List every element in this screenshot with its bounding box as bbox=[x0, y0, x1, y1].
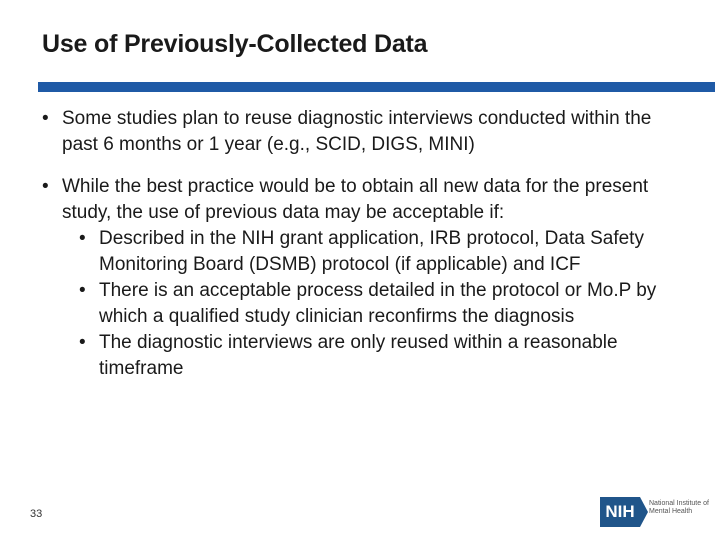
sub-bullet-item: • Described in the NIH grant application, IRB protocol, Data Safety Monitoring Board (DSMB) protocol (if applicable) and ICF bbox=[77, 226, 690, 278]
institute-name: National Institute of Mental Health bbox=[649, 500, 709, 515]
nimh-logo bbox=[600, 497, 710, 527]
nih-logo-mark: NIH bbox=[600, 497, 640, 527]
sub-bullet-item: • There is an acceptable process detailed in the protocol or Mo.P by which a qualified study clinician reconfirms the diagnosis bbox=[77, 278, 690, 330]
slide-title: Use of Previously-Collected Data bbox=[42, 30, 428, 58]
title-divider bbox=[38, 82, 715, 92]
page-number: 33 bbox=[30, 508, 43, 520]
slide-body bbox=[40, 106, 690, 382]
bullet-item: • Some studies plan to reuse diagnostic interviews conducted within the past 6 months or 1 year (e.g., SCID, DIGS, MINI) bbox=[40, 106, 690, 158]
bullet-item: • While the best practice would be to obtain all new data for the present study, the use of previous data may be acceptable if: bbox=[40, 174, 690, 226]
sub-bullet-item: • The diagnostic interviews are only reused within a reasonable timeframe bbox=[77, 330, 690, 382]
